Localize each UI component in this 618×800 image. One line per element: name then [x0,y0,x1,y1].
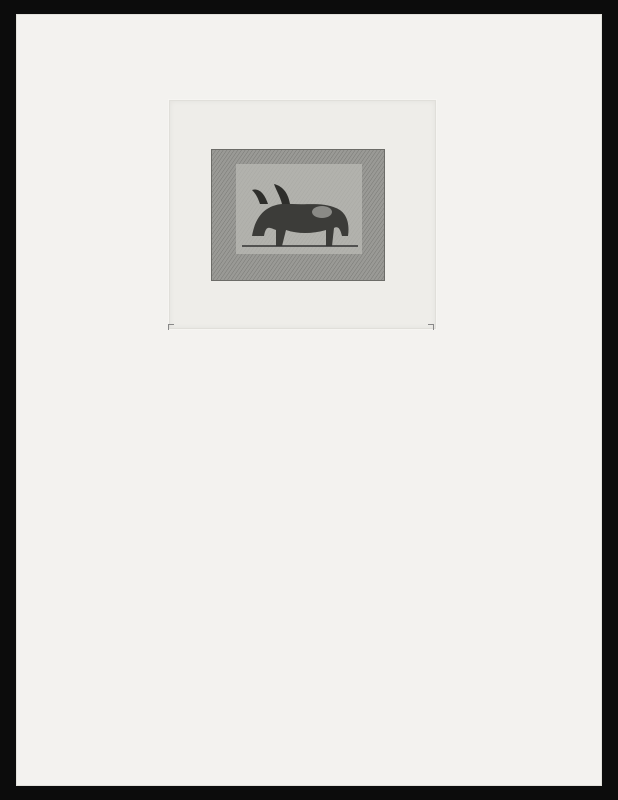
crop-mark-left [168,324,174,330]
ex-libris-bookplate [211,149,385,281]
crop-mark-right [428,324,434,330]
document-page [16,14,602,786]
bull-engraving-image [212,150,384,280]
